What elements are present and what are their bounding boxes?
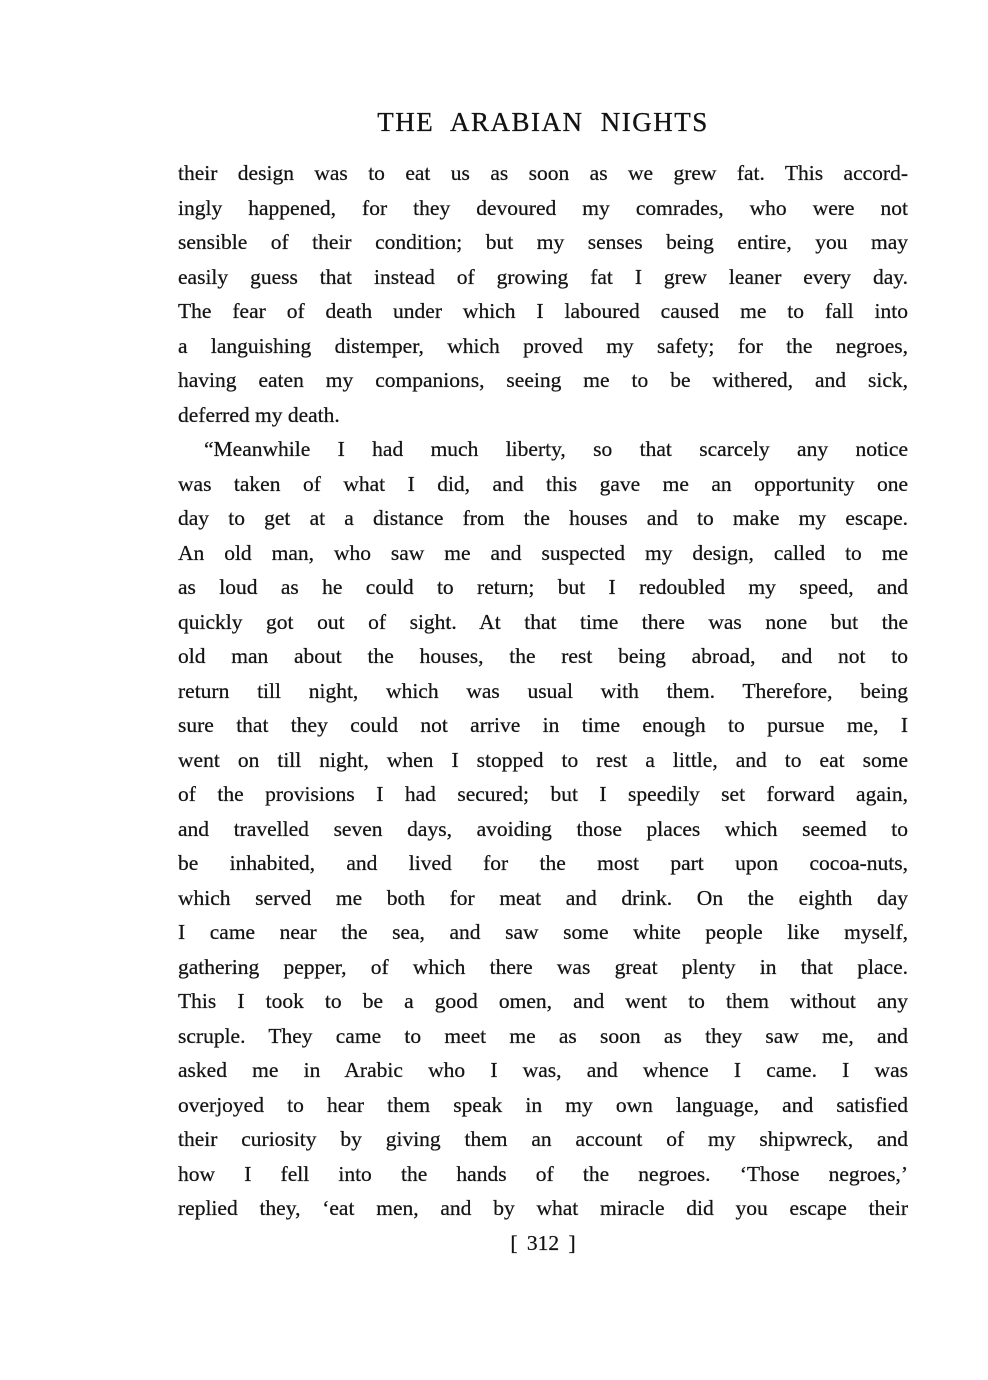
text-line: day to get at a distance from the houses and to make my escape.	[178, 506, 908, 530]
text-line: old man about the houses, the rest being abroad, and not to	[178, 644, 908, 668]
text-line: The fear of death under which I laboured caused me to fall into	[178, 299, 908, 323]
page-number	[178, 1226, 908, 1261]
text-line: their design was to eat us as soon as we grew fat. This accord-	[178, 161, 908, 185]
text-line: gathering pepper, of which there was great plenty in that place.	[178, 954, 908, 979]
text-line: their curiosity by giving them an account of my shipwreck, and	[178, 1127, 908, 1151]
text-line: sensible of their condition; but my senses being entire, you may	[178, 230, 908, 254]
text-line: sure that they could not arrive in time enough to pursue me, I	[178, 713, 908, 737]
text-line: deferred my death.	[178, 402, 340, 427]
text-line: and travelled seven days, avoiding those places which seemed to	[178, 816, 908, 841]
page-number-label: [ 312 ]	[510, 1231, 576, 1255]
text-line: asked me in Arabic who I was, and whence I came. I was	[178, 1058, 908, 1082]
text-line: This I took to be a good omen, and went to them without any	[178, 989, 908, 1013]
text-line: An old man, who saw me and suspected my design, called to me	[178, 540, 908, 565]
body-text	[178, 156, 908, 1226]
text-line: was taken of what I did, and this gave me an opportunity one	[178, 471, 908, 496]
text-line: “Meanwhile I had much liberty, so that scarcely any notice	[204, 437, 908, 461]
text-line: I came near the sea, and saw some white people like myself,	[178, 920, 908, 944]
page-title: THE ARABIAN NIGHTS	[377, 107, 709, 137]
text-line: a languishing distemper, which proved my safety; for the negroes,	[178, 333, 908, 358]
text-line: overjoyed to hear them speak in my own language, and satisfied	[178, 1092, 908, 1117]
running-head	[178, 109, 908, 136]
text-line: quickly got out of sight. At that time there was none but the	[178, 609, 908, 634]
text-line: went on till night, when I stopped to rest a little, and to eat some	[178, 747, 908, 772]
text-line: be inhabited, and lived for the most part upon cocoa-nuts,	[178, 851, 908, 875]
text-line: which served me both for meat and drink. On the eighth day	[178, 885, 908, 910]
text-line: replied they, ‘eat men, and by what miracle did you escape their	[178, 1196, 908, 1220]
text-line: scruple. They came to meet me as soon as they saw me, and	[178, 1023, 908, 1048]
text-line: how I fell into the hands of the negroes. ‘Those negroes,’	[178, 1161, 908, 1186]
text-line: easily guess that instead of growing fat I grew leaner every day.	[178, 264, 908, 289]
text-line: having eaten my companions, seeing me to be withered, and sick,	[178, 368, 908, 392]
text-line: of the provisions I had secured; but I speedily set forward again,	[178, 782, 908, 806]
text-line: as loud as he could to return; but I redoubled my speed, and	[178, 575, 908, 599]
text-line: return till night, which was usual with them. Therefore, being	[178, 678, 908, 703]
text-line: ingly happened, for they devoured my comrades, who were not	[178, 195, 908, 220]
